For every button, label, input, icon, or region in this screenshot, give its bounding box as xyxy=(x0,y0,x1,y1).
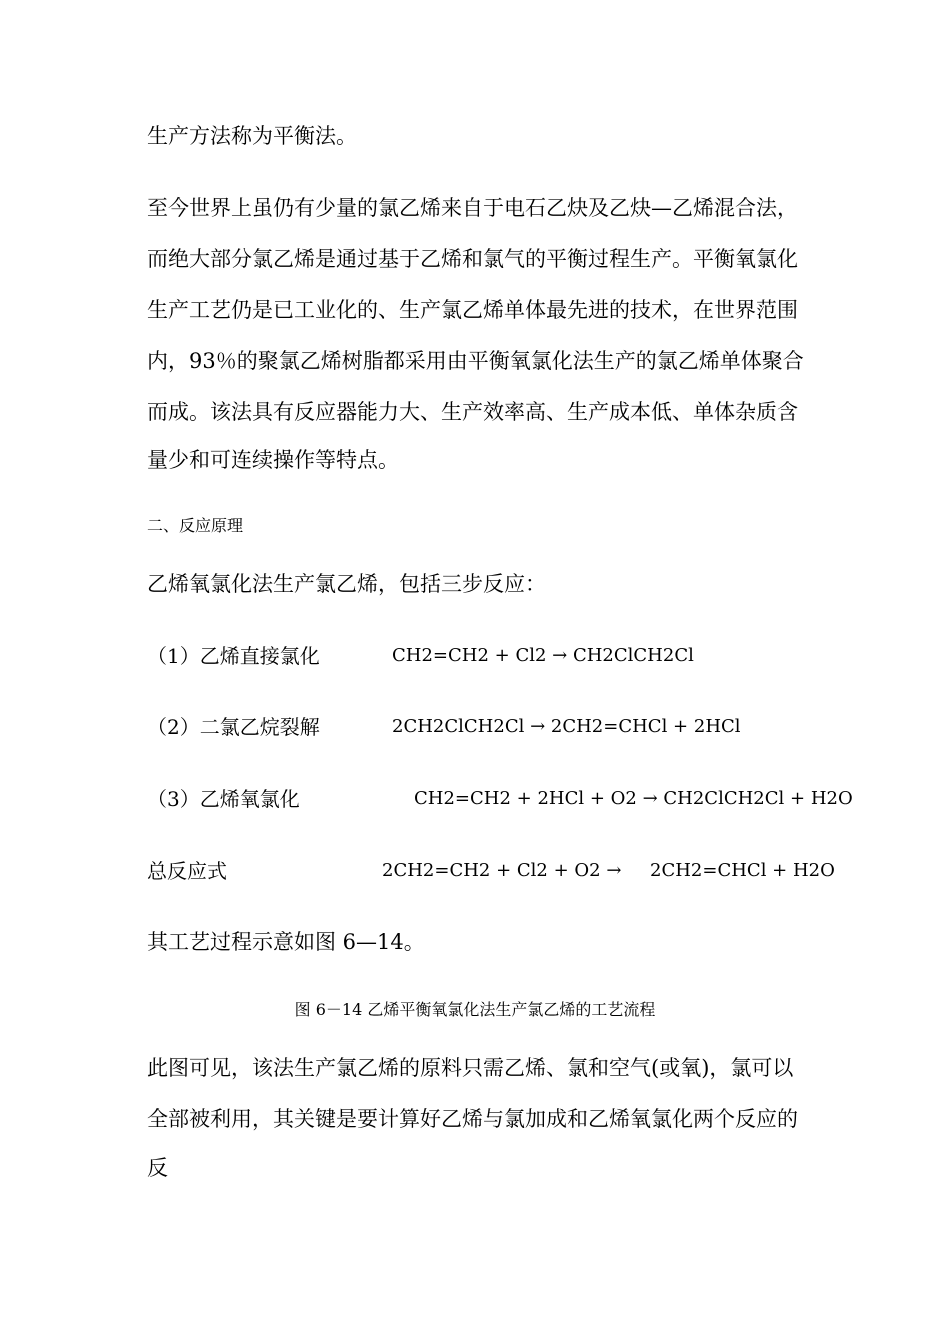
paragraph-line: 反 xyxy=(147,1156,168,1180)
reaction-1-equation: CH2=CH2 + Cl2 → CH2ClCH2Cl xyxy=(392,645,694,666)
reaction-3-equation: CH2=CH2 + 2HCl + O2 → CH2ClCH2Cl + H2O xyxy=(414,788,853,809)
reaction-1-label: （1）乙烯直接氯化 xyxy=(147,644,320,668)
reaction-2-label: （2）二氯乙烷裂解 xyxy=(147,715,320,739)
reaction-2-equation: 2CH2ClCH2Cl → 2CH2=CHCl + 2HCl xyxy=(392,716,741,737)
intro-line: 乙烯氧氯化法生产氯乙烯，包括三步反应： xyxy=(147,572,546,596)
paragraph-line: 而绝大部分氯乙烯是通过基于乙烯和氯气的平衡过程生产。平衡氧氯化 xyxy=(147,247,798,271)
paragraph-line: 生产工艺仍是已工业化的、生产氯乙烯单体最先进的技术，在世界范围 xyxy=(147,298,798,322)
paragraph-line: 全部被利用，其关键是要计算好乙烯与氯加成和乙烯氧氯化两个反应的 xyxy=(147,1107,798,1131)
paragraph-line: 生产方法称为平衡法。 xyxy=(147,124,357,148)
figure-reference: 其工艺过程示意如图 6—14。 xyxy=(147,930,425,954)
paragraph-line: 至今世界上虽仍有少量的氯乙烯来自于电石乙炔及乙炔—乙烯混合法， xyxy=(147,196,798,220)
total-reaction-equation-left: 2CH2=CH2 + Cl2 + O2 → xyxy=(382,860,622,881)
paragraph-line: 量少和可连续操作等特点。 xyxy=(147,448,399,472)
paragraph-line: 而成。该法具有反应器能力大、生产效率高、生产成本低、单体杂质含 xyxy=(147,400,798,424)
reaction-3-label: （3）乙烯氧氯化 xyxy=(147,787,300,811)
section-heading: 二、反应原理 xyxy=(147,516,244,535)
total-reaction-equation-right: 2CH2=CHCl + H2O xyxy=(650,860,835,881)
figure-caption: 图 6－14 乙烯平衡氧氯化法生产氯乙烯的工艺流程 xyxy=(294,1000,656,1019)
paragraph-line: 内，93％的聚氯乙烯树脂都采用由平衡氧氯化法生产的氯乙烯单体聚合 xyxy=(147,349,804,373)
total-reaction-label: 总反应式 xyxy=(147,859,227,883)
paragraph-line: 此图可见，该法生产氯乙烯的原料只需乙烯、氯和空气(或氧)，氯可以 xyxy=(147,1056,794,1080)
